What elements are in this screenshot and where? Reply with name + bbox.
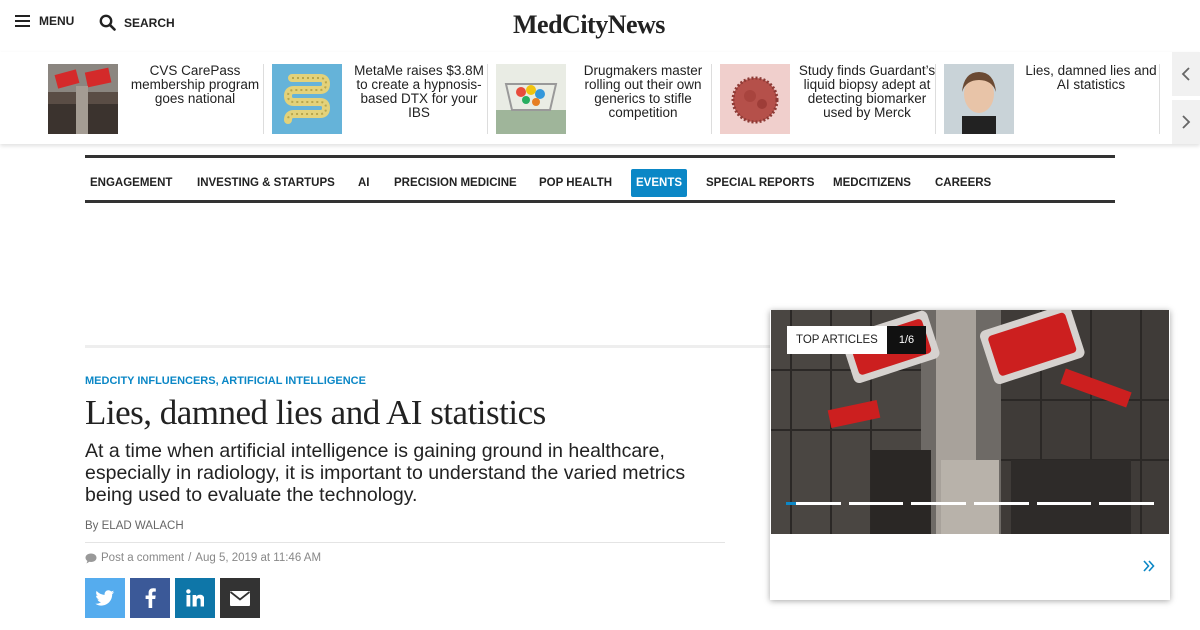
progress-segment[interactable] <box>786 502 841 505</box>
nav-item-engagement[interactable]: ENGAGEMENT <box>90 177 173 189</box>
meta-separator: / <box>188 552 192 564</box>
post-comment-link[interactable]: Post a comment <box>101 552 185 564</box>
share-bar <box>85 578 260 618</box>
trending-item[interactable] <box>944 64 1168 134</box>
linkedin-icon <box>186 589 204 607</box>
menu-label: MENU <box>39 14 75 28</box>
comment-icon <box>85 553 97 564</box>
widget-next-button[interactable] <box>1142 556 1156 579</box>
nav-item-events[interactable]: EVENTS <box>631 169 687 197</box>
trending-title: MetaMe raises $3.8M to create a hypnosis-based DTX for your IBS <box>354 63 484 120</box>
strip-next-button[interactable] <box>1172 100 1200 144</box>
article-title: Lies, damned lies and AI statistics <box>85 393 546 432</box>
main-nav <box>85 155 1115 203</box>
menu-button[interactable] <box>15 14 74 28</box>
article-meta <box>85 552 321 564</box>
nav-item-investing-startups[interactable]: INVESTING & STARTUPS <box>197 177 335 189</box>
nav-item-pop-health[interactable]: POP HEALTH <box>539 177 613 189</box>
article-top-rule <box>85 345 770 348</box>
byline-prefix: By <box>85 520 99 532</box>
progress-segment[interactable] <box>974 502 1029 505</box>
share-linkedin-button[interactable] <box>175 578 215 618</box>
slide-counter: 1/6 <box>887 326 926 354</box>
trending-title: Drugmakers master rolling out their own generics to stifle competition <box>583 63 703 120</box>
facebook-icon <box>145 588 156 608</box>
twitter-icon <box>95 590 115 607</box>
top-articles-widget[interactable] <box>770 310 1170 600</box>
share-facebook-button[interactable] <box>130 578 170 618</box>
progress-segment[interactable] <box>1037 502 1092 505</box>
trending-item[interactable] <box>272 64 496 134</box>
category-separator: , <box>215 375 222 387</box>
woman-face-photo <box>944 64 1014 134</box>
trending-strip <box>0 52 1200 144</box>
widget-label: TOP ARTICLES <box>787 326 887 354</box>
search-label: SEARCH <box>124 15 175 30</box>
hamburger-icon <box>15 15 30 27</box>
widget-header <box>787 326 926 354</box>
site-logo[interactable]: MedCityNews <box>513 10 665 39</box>
progress-segment[interactable] <box>1099 502 1154 505</box>
byline <box>85 520 184 532</box>
divider <box>263 64 264 134</box>
trending-item[interactable] <box>496 64 720 134</box>
nav-item-special-reports[interactable]: SPECIAL REPORTS <box>706 177 815 189</box>
intestine-illustration <box>272 64 342 134</box>
email-icon <box>230 591 250 606</box>
divider <box>487 64 488 134</box>
share-twitter-button[interactable] <box>85 578 125 618</box>
progress-segment[interactable] <box>911 502 966 505</box>
article-categories <box>85 375 366 387</box>
trending-title: Lies, damned lies and AI statistics <box>1025 63 1157 92</box>
trending-title: Study finds Guardant’s liquid biopsy adept at detecting biomarker used by Merck <box>798 63 936 120</box>
cvs-storefront-photo <box>48 64 118 134</box>
progress-segment[interactable] <box>849 502 904 505</box>
nav-item-medcitizens[interactable]: MEDCITIZENS <box>833 177 911 189</box>
nav-item-precision-medicine[interactable]: PRECISION MEDICINE <box>394 177 517 189</box>
site-header <box>0 0 1200 52</box>
search-button[interactable] <box>99 14 175 31</box>
strip-prev-button[interactable] <box>1172 52 1200 96</box>
divider <box>935 64 936 134</box>
nav-item-ai[interactable]: AI <box>358 177 370 189</box>
double-chevron-right-icon <box>1142 559 1156 573</box>
divider <box>1159 64 1160 134</box>
slide-progress <box>786 502 1154 505</box>
article-dek: At a time when artificial intelligence is gaining ground in healthcare, especially in radiology, it is important to understand the varied metrics being used to evaluate the technology. <box>85 440 686 506</box>
publish-date: Aug 5, 2019 at 11:46 AM <box>195 552 322 564</box>
chevron-right-icon <box>1181 115 1191 129</box>
cell-micrograph <box>720 64 790 134</box>
trending-title: CVS CarePass membership program goes national <box>130 63 260 106</box>
category-link[interactable]: ARTIFICIAL INTELLIGENCE <box>221 375 366 387</box>
chevron-left-icon <box>1181 67 1191 81</box>
divider <box>711 64 712 134</box>
trending-item[interactable] <box>48 64 272 134</box>
meta-divider <box>85 542 725 543</box>
trending-item[interactable] <box>720 64 944 134</box>
share-email-button[interactable] <box>220 578 260 618</box>
category-link[interactable]: MEDCITY INFLUENCERS <box>85 375 216 387</box>
search-icon <box>99 14 116 31</box>
author-link[interactable]: ELAD WALACH <box>101 520 184 532</box>
pills-cart-photo <box>496 64 566 134</box>
nav-item-careers[interactable]: CAREERS <box>935 177 992 189</box>
